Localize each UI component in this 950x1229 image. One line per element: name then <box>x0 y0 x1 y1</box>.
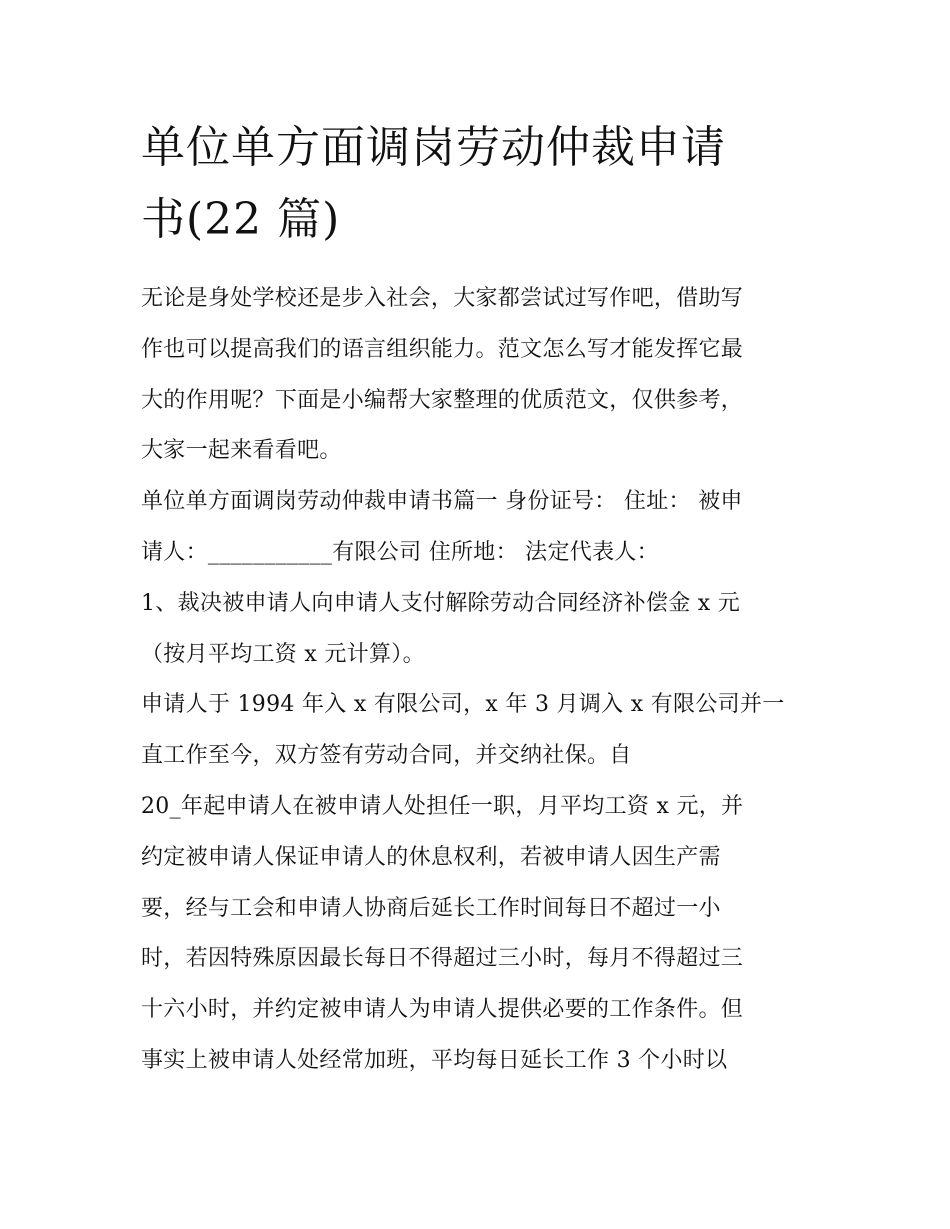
paragraph-line: 无论是身处学校还是步入社会，大家都尝试过写作吧，借助写 <box>141 286 744 311</box>
document-title <box>141 112 813 256</box>
paragraph-line: 约定被申请人保证申请人的休息权利，若被申请人因生产需 <box>141 844 721 870</box>
paragraph-line: 大的作用呢？下面是小编帮大家整理的优质范文，仅供参考， <box>141 387 744 413</box>
paragraph-line: 申请人于 1994 年入 x 有限公司，x 年 3 月调入 x 有限公司并一 <box>141 692 785 718</box>
paragraph-line: 大家一起来看看吧。 <box>141 438 342 464</box>
paragraph-line: 时，若因特殊原因最长每日不得超过三小时，每月不得超过三 <box>141 946 744 972</box>
title-line-2: 书(22 篇) <box>141 194 341 245</box>
paragraph-line: 事实上被申请人处经常加班，平均每日延长工作 3 个小时以 <box>141 1047 728 1073</box>
paragraph-line: 单位单方面调岗劳动仲裁申请书篇一 身份证号： 住址： 被申 <box>141 489 743 515</box>
paragraph-line: 20_年起申请人在被申请人处担任一职，月平均工资 x 元，并 <box>141 793 744 819</box>
paragraph-line: 要，经与工会和申请人协商后延长工作时间每日不超过一小 <box>141 895 721 921</box>
paragraph-line: 十六小时，并约定被申请人为申请人提供必要的工作条件。但 <box>141 997 744 1023</box>
paragraph-line: 直工作至今，双方签有劳动合同，并交纳社保。自 <box>141 743 632 769</box>
document-page <box>141 112 813 1087</box>
paragraph-line: 1、裁决被申请人向申请人支付解除劳动合同经济补偿金 x 元 <box>141 590 741 616</box>
paragraph-line: 请人：___________有限公司 住所地： 法定代表人： <box>141 539 659 565</box>
title-line-1: 单位单方面调岗劳动仲裁申请 <box>141 122 726 173</box>
paragraph-line: （按月平均工资 x 元计算）。 <box>141 641 425 667</box>
document-body <box>141 274 813 1087</box>
paragraph-line: 作也可以提高我们的语言组织能力。范文怎么写才能发挥它最 <box>141 336 744 362</box>
